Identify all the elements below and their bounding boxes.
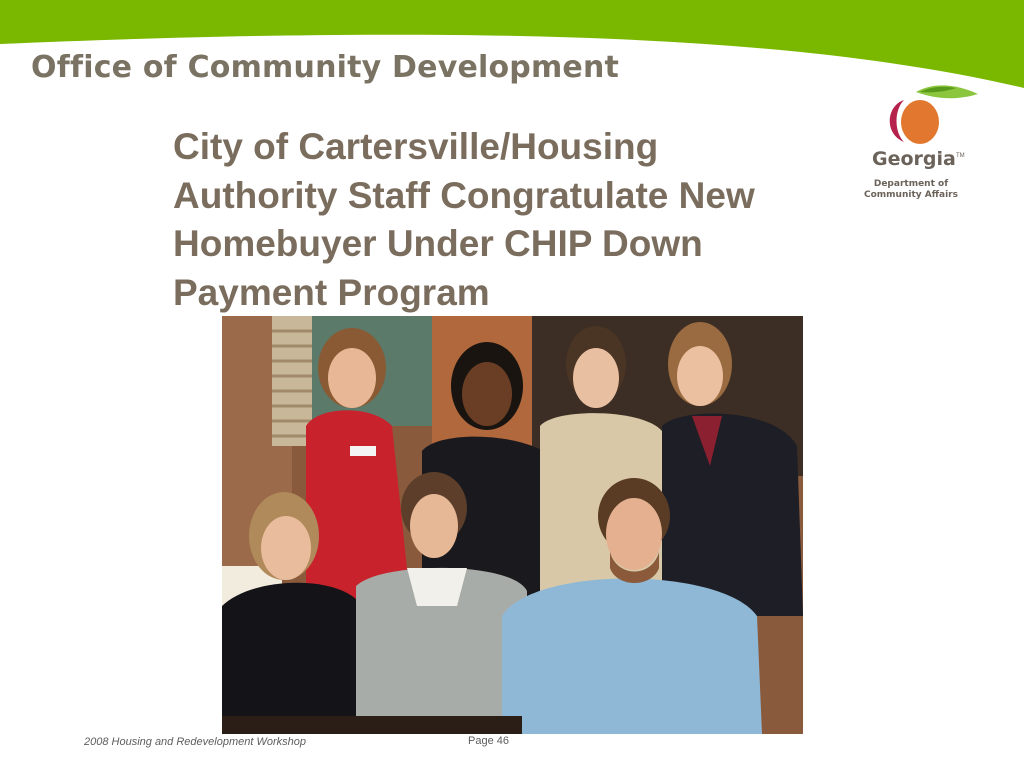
- logo-trademark: TM: [956, 153, 965, 159]
- footer-workshop-label: 2008 Housing and Redevelopment Workshop: [84, 736, 306, 748]
- group-photo-image: [222, 316, 803, 734]
- peach-icon: [852, 78, 982, 148]
- georgia-dca-logo: [852, 78, 982, 208]
- slide-title: [173, 123, 823, 317]
- slide-title-line: City of Cartersville/Housing: [173, 126, 659, 167]
- peach-body: [901, 100, 939, 144]
- office-title: Office of Community Development: [31, 50, 620, 85]
- slide-title-line: Authority Staff Congratulate New: [173, 174, 755, 216]
- footer-page-number: Page 46: [468, 735, 509, 747]
- logo-dept-line1: Department of: [873, 179, 949, 189]
- logo-dept-line2: Community Affairs: [864, 190, 958, 200]
- group-photo: [222, 316, 803, 734]
- slide-title-line: Homebuyer Under CHIP Down: [173, 223, 703, 264]
- slide-title-line: Payment Program: [173, 271, 490, 313]
- logo-wordmark: Georgia: [872, 148, 956, 170]
